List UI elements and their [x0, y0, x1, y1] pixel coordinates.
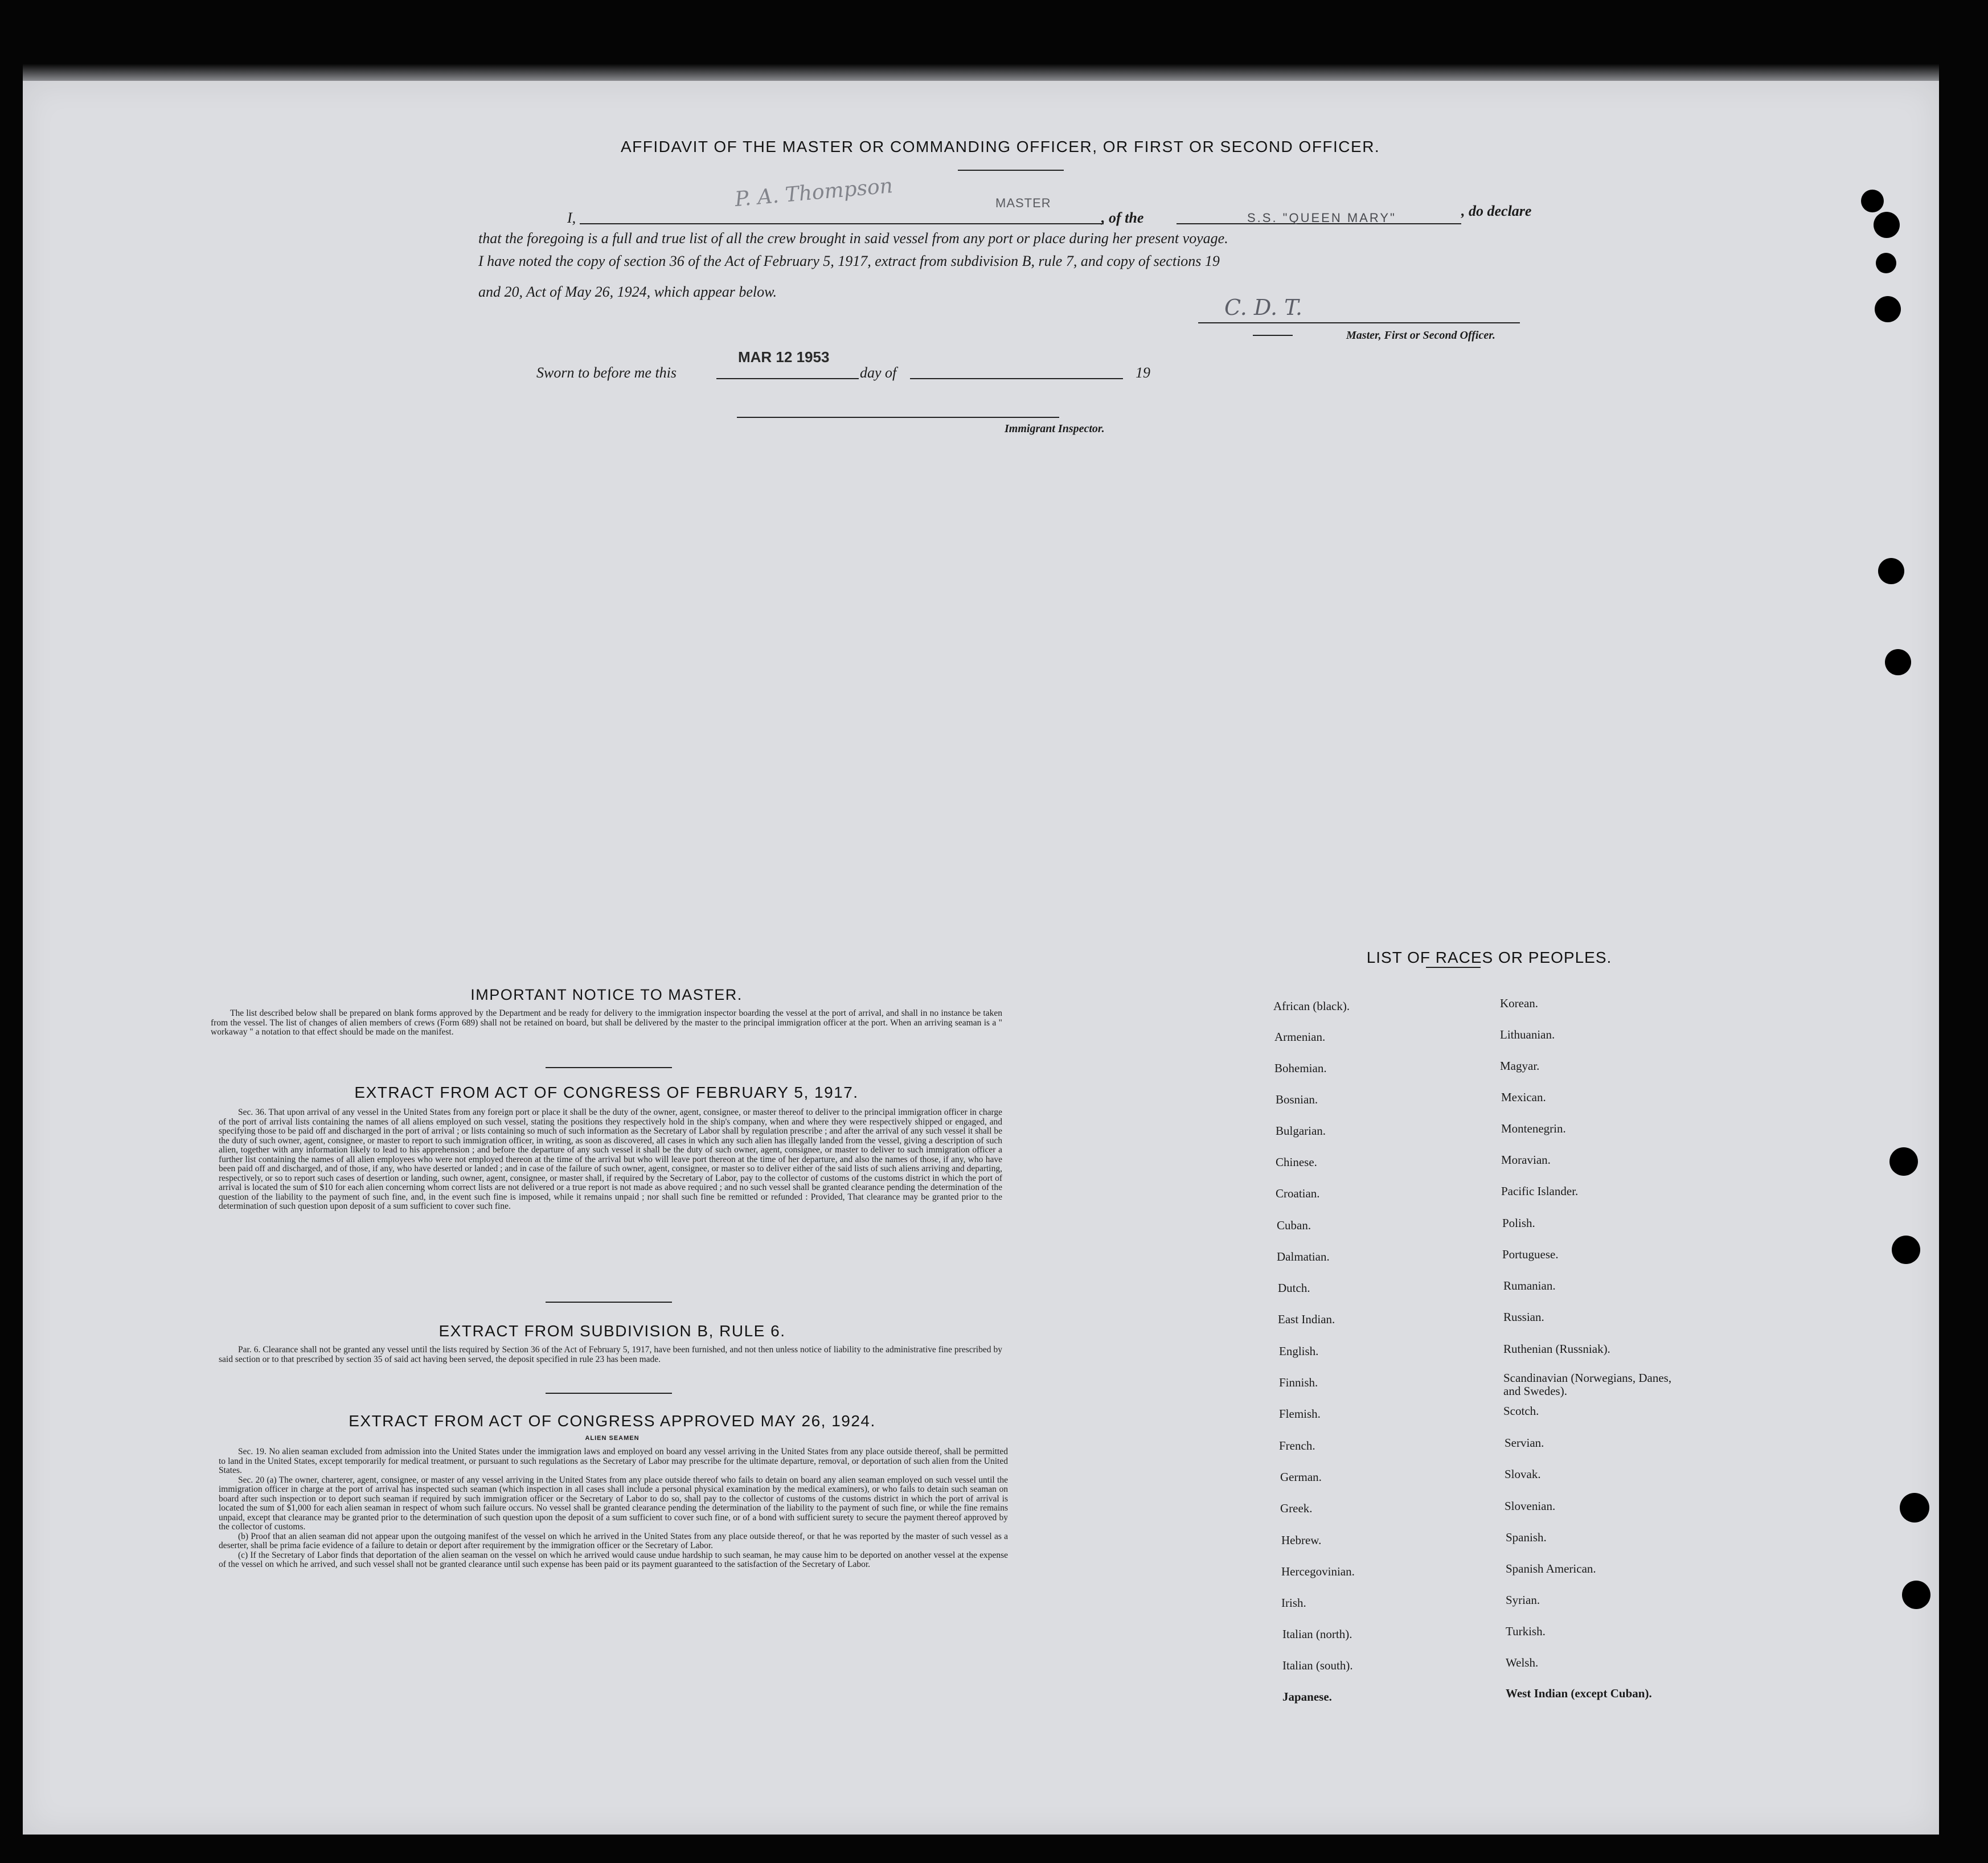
declaration-line-4: and 20, Act of May 26, 1924, which appear below. [478, 284, 777, 300]
race-left-item: English. [1279, 1344, 1319, 1358]
race-right-item: Portuguese. [1502, 1248, 1559, 1261]
punch-hole [1875, 296, 1901, 322]
punch-hole [1892, 1236, 1920, 1264]
punch-hole [1902, 1581, 1930, 1609]
declaration-line-2: that the foregoing is a full and true list of all the crew brought in said vessel from any port or place during her present voyage. [478, 230, 1228, 247]
race-left-item: East Indian. [1278, 1312, 1335, 1326]
year-prefix: 19 [1136, 364, 1150, 381]
race-left-item: Cuban. [1277, 1218, 1311, 1232]
race-right-item: Polish. [1502, 1216, 1535, 1230]
subdivision-b-body [219, 1345, 1002, 1364]
sec-19-paragraph: Sec. 19. No alien seaman excluded from admission into the United States under the immigration laws and employed on board any vessel arriving in the United States from any place outside thereof, shall be permitted to land in the United States, except temporarily for medical treatment, or pursuant to such regulations as the Secretary of Labor may prescribe for the ultimate departure, removal, or deportation of such alien from the United States. [219, 1447, 1008, 1475]
sec-20b-paragraph: (b) Proof that an alien seaman did not appear upon the outgoing manifest of the vessel on which he arrived in the United States from any place outside thereof, or that he was reported by the master of such vessel as a deserter, shall be prima facie evidence of a failure to detain or deport after requirement by the immigration officer or the Secretary of Labor. [219, 1531, 1008, 1550]
declaration-line-3: I have noted the copy of section 36 of the Act of February 5, 1917, extract from subdivision B, rule 7, and copy of sections 19 [478, 253, 1220, 269]
officer-signature: C. D. T. [1224, 295, 1302, 320]
race-left-item: Croatian. [1276, 1187, 1320, 1200]
race-left-item: French. [1279, 1439, 1315, 1452]
race-right-item: Scotch. [1503, 1404, 1539, 1418]
race-left-item: Flemish. [1279, 1407, 1321, 1421]
race-left-item: Bohemian. [1274, 1061, 1327, 1075]
punch-hole [1876, 253, 1896, 273]
race-right-item: Moravian. [1501, 1153, 1551, 1167]
extract-1917-body [219, 1108, 1002, 1212]
extract-1924-body [219, 1447, 1008, 1570]
master-signature: P. A. Thompson [733, 174, 894, 212]
separator [546, 1067, 672, 1068]
race-right-item: Spanish American. [1506, 1562, 1596, 1575]
race-right-item: Korean. [1500, 996, 1539, 1010]
race-right-item: Russian. [1503, 1310, 1544, 1324]
race-left-item: Italian (north). [1282, 1627, 1352, 1641]
affidavit-title: AFFIDAVIT OF THE MASTER OR COMMANDING OFFICER, OR FIRST OR SECOND OFFICER. [621, 138, 1380, 155]
punch-hole [1885, 649, 1911, 675]
par-6-paragraph: Par. 6. Clearance shall not be granted any vessel until the lists required by Section 36 of the Act of February 5, 1917, have been furnished, and not then unless notice of liability to the administrative fine prescribed by said section or to that prescribed by section 35 of said act having been served, the deposit specified in rule 23 has been made. [219, 1345, 1002, 1364]
race-left-item: Bulgarian. [1276, 1124, 1326, 1138]
separator [546, 1393, 672, 1394]
race-right-item: Magyar. [1500, 1059, 1540, 1073]
race-left-item: Greek. [1280, 1501, 1313, 1515]
vessel-name: S.S. "QUEEN MARY" [1247, 211, 1396, 225]
races-title-underline [1426, 967, 1481, 968]
punch-hole [1900, 1493, 1929, 1523]
of-the: , of the [1101, 210, 1144, 226]
punch-hole [1889, 1147, 1918, 1176]
extract-1924-title: EXTRACT FROM ACT OF CONGRESS APPROVED MAY 26, 1924. [349, 1412, 876, 1430]
race-right-item: Spanish. [1506, 1530, 1547, 1544]
day-of: day of [860, 364, 897, 381]
do-declare: , do declare [1461, 203, 1532, 219]
sec-20c-paragraph: (c) If the Secretary of Labor finds that deportation of the alien seaman on the vessel on which he arrived would cause undue hardship to such seaman, he may cause him to be deported on another vessel at the expense of the vessel on which he arrived, and such vessel shall not be granted clearance until such expense has been paid or its payment guaranteed to the satisfaction of the Secretary of Labor. [219, 1550, 1008, 1569]
sec-20a-paragraph: Sec. 20 (a) The owner, charterer, agent, consignee, or master of any vessel arriving in the United States from any place outside thereof who fails to detain on board any alien seaman employed on such vessel until the immigration officer in charge at the port of arrival has inspected such seaman (which inspection in all cases shall include a personal physical examination by the medical examiners), or who fails to detain such seaman on board after such inspection or to deport such seaman if required by such immigration officer or the Secretary of Labor to do so, shall pay to the collector of customs of the customs district in which the port of arrival is located the sum of $1,000 for each alien seaman in respect of whom such failure occurs. No vessel shall be granted clearance pending the determination of the liability to the payment of such fine, or while the fine remains unpaid, except that clearance may be granted prior to the determination of such question upon the deposit of a sum sufficient to cover such fine, or of a bond with sufficient surety to secure the payment thereof approved by the collector of customs. [219, 1475, 1008, 1532]
race-right-item: Slovak. [1505, 1467, 1541, 1481]
date-stamp: MAR 12 1953 [738, 348, 830, 366]
race-right-item: Syrian. [1506, 1593, 1540, 1607]
race-left-item: Italian (south). [1282, 1659, 1353, 1672]
race-right-item: Slovenian. [1505, 1499, 1556, 1513]
races-title: LIST OF RACES OR PEOPLES. [1366, 949, 1612, 966]
notice-title: IMPORTANT NOTICE TO MASTER. [470, 986, 743, 1003]
race-right-item: Turkish. [1506, 1624, 1546, 1638]
race-left-item: Japanese. [1282, 1690, 1332, 1704]
name-blank [580, 223, 1104, 224]
i-label: I, [567, 210, 576, 226]
race-right-item: Scandinavian (Norwegians, Danes, and Swedes). [1503, 1371, 1672, 1398]
race-left-item: Bosnian. [1276, 1093, 1318, 1106]
extract-1917-title: EXTRACT FROM ACT OF CONGRESS OF FEBRUARY 5, 1917. [354, 1084, 859, 1101]
punch-hole [1861, 190, 1884, 212]
race-right-item: Pacific Islander. [1501, 1184, 1579, 1198]
officer-sign-line [1198, 322, 1520, 323]
race-right-item: West Indian (except Cuban). [1506, 1686, 1652, 1700]
separator [546, 1302, 672, 1303]
race-left-item: Armenian. [1274, 1030, 1326, 1044]
day-blank [716, 378, 859, 379]
race-left-item: Chinese. [1276, 1155, 1317, 1169]
race-left-item: Irish. [1281, 1596, 1306, 1610]
race-right-item: Lithuanian. [1500, 1028, 1555, 1041]
inspector-caption: Immigrant Inspector. [1005, 422, 1105, 435]
punch-hole [1874, 212, 1900, 238]
race-right-item: Montenegrin. [1501, 1122, 1566, 1135]
alien-seamen-subtitle: ALIEN SEAMEN [585, 1435, 640, 1442]
race-right-item: Ruthenian (Russniak). [1503, 1342, 1610, 1356]
form-page [23, 81, 1939, 1835]
month-blank [910, 378, 1123, 379]
punch-hole [1878, 558, 1904, 584]
rank-print: MASTER [995, 196, 1051, 210]
notice-body [211, 1009, 1002, 1037]
race-left-item: Finnish. [1279, 1376, 1318, 1389]
race-left-item: Hercegovinian. [1281, 1565, 1355, 1578]
race-right-item: Welsh. [1506, 1656, 1539, 1669]
race-right-item: Servian. [1505, 1436, 1544, 1450]
sec-36-paragraph: Sec. 36. That upon arrival of any vessel in the United States from any foreign port or place it shall be the duty of the owner, agent, consignee, or master thereof to deliver to the principal immigration officer in charge of the port of arrival lists containing the names of all aliens employed on such vessel, stating the positions they respectively hold in the ship's company, when and where they were respectively shipped or engaged, and specifying those to be paid off and discharged in the port of arrival ; or lists containing so much of such information as the Secretary of Labor shall by regulation prescribe ; and after the arrival of any such vessel it shall be the duty of such owner, agent, consignee, or master to report to such immigration officer, in writing, as soon as discovered, all cases in which any such alien has illegally landed from the vessel, giving a description of such alien, together with any information likely to lead to his apprehension ; and before the departure of any such vessel it shall be the duty of such owner, agent, consignee, or master to deliver to such immigration officer a further list containing the names of all alien employees who were not employed thereon at the time of the arrival but who will leave port thereon at the time of her departure, and also the names of those, if any, who have been paid off and discharged, and of those, if any, who have deserted or landed ; and in case of the failure of such owner, agent, consignee, or master so to deliver either of the said lists of such aliens arriving and departing, respectively, or so to report such cases of desertion or landing, such owner, agent, consignee, or master shall, if required by the Secretary of Labor, pay to the collector of customs of the customs district in which the port of arrival is located the sum of $10 for each alien concerning whom correct lists are not delivered or a true report is not made as above required ; and no such vessel shall be granted clearance pending the determination of the question of the liability to the payment of such fine, and, in the event such fine is imposed, while it remains unpaid ; nor shall such fine be remitted or refunded : Provided, That clearance may be granted prior to the determination of such question upon deposit of a sum sufficient to cover such fine. [219, 1107, 1002, 1211]
notice-paragraph: The list described below shall be prepared on blank forms approved by the Department and be ready for delivery to the immigration inspector boarding the vessel at the port of arrival, and shall in no instance be taken from the vessel. The list of changes of alien members of crews (Form 689) shall not be retained on board, but shall be delivered by the master to the principal immigration officer at the port. When an arriving seaman is a " workaway " a notation to that effect should be made on the manifest. [211, 1008, 1002, 1037]
officer-caption: Master, First or Second Officer. [1346, 329, 1495, 342]
race-left-item: Hebrew. [1281, 1533, 1322, 1547]
subdivision-b-title: EXTRACT FROM SUBDIVISION B, RULE 6. [438, 1322, 786, 1340]
race-right-item: Rumanian. [1503, 1279, 1556, 1292]
title-underline [958, 170, 1064, 171]
race-left-item: African (black). [1273, 999, 1350, 1013]
race-left-item: Dalmatian. [1277, 1250, 1330, 1263]
race-left-item: German. [1280, 1470, 1322, 1484]
officer-sign-dash [1253, 335, 1293, 336]
race-right-item: Mexican. [1501, 1090, 1546, 1104]
sworn-label: Sworn to before me this [536, 364, 677, 381]
race-left-item: Dutch. [1278, 1281, 1310, 1295]
inspector-line [737, 417, 1059, 418]
